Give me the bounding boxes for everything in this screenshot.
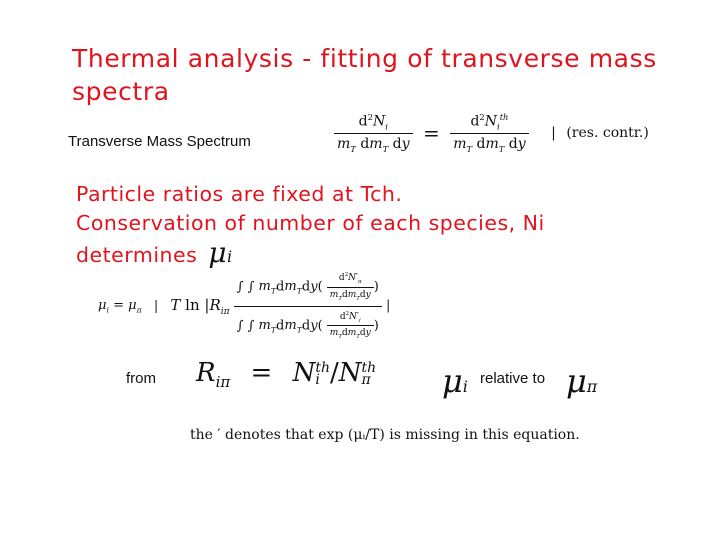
chemical-potential-equation: $\mu_i = \mu_\pi$ | T $\ln |R_{i\pi}$ ∫ ∫ $m_Tdm_Tdy$( $\frac{d^2N'_\pi}{m_Tdm_Tdy}$ ) ∫ ∫ $m_Tdm_Tdy$( $\frac{d^2N'_i}{m_Tdm_Tdy}$ ) |: [98, 272, 391, 341]
paragraph-line-2: Conservation of number of each species, Ni: [76, 211, 545, 235]
footnote-text: the ′ denotes that exp (μᵢ/T) is missing in this equation.: [190, 427, 580, 443]
paragraph-line-3: [76, 238, 676, 271]
transverse-mass-label: Transverse Mass Spectrum: [68, 133, 251, 150]
transverse-mass-equation: $\frac{d^2N_i}{m_T dm_T dy}$ = $\frac{d^2N_i^{th}}{m_T dm_T dy}$ | (res. contr.): [334, 112, 649, 154]
mu-i-large-symbol: μi: [442, 362, 468, 400]
mu-pi-symbol: μπ: [566, 362, 598, 400]
paragraph-line-1: Particle ratios are fixed at Tch.: [76, 182, 403, 206]
relative-to-label: relative to: [480, 370, 546, 387]
description-paragraph: [76, 180, 676, 271]
mu-i-symbol: μi: [208, 236, 233, 269]
resonance-contribution-text: (res. contr.): [566, 125, 649, 142]
from-label: from: [126, 370, 156, 387]
determines-text: determines: [76, 243, 198, 267]
slide-title: Thermal analysis - fitting of transverse mass spectra: [72, 44, 657, 106]
ratio-equation: $R_{i\pi}$ = Nth i /Nth π: [196, 358, 377, 392]
